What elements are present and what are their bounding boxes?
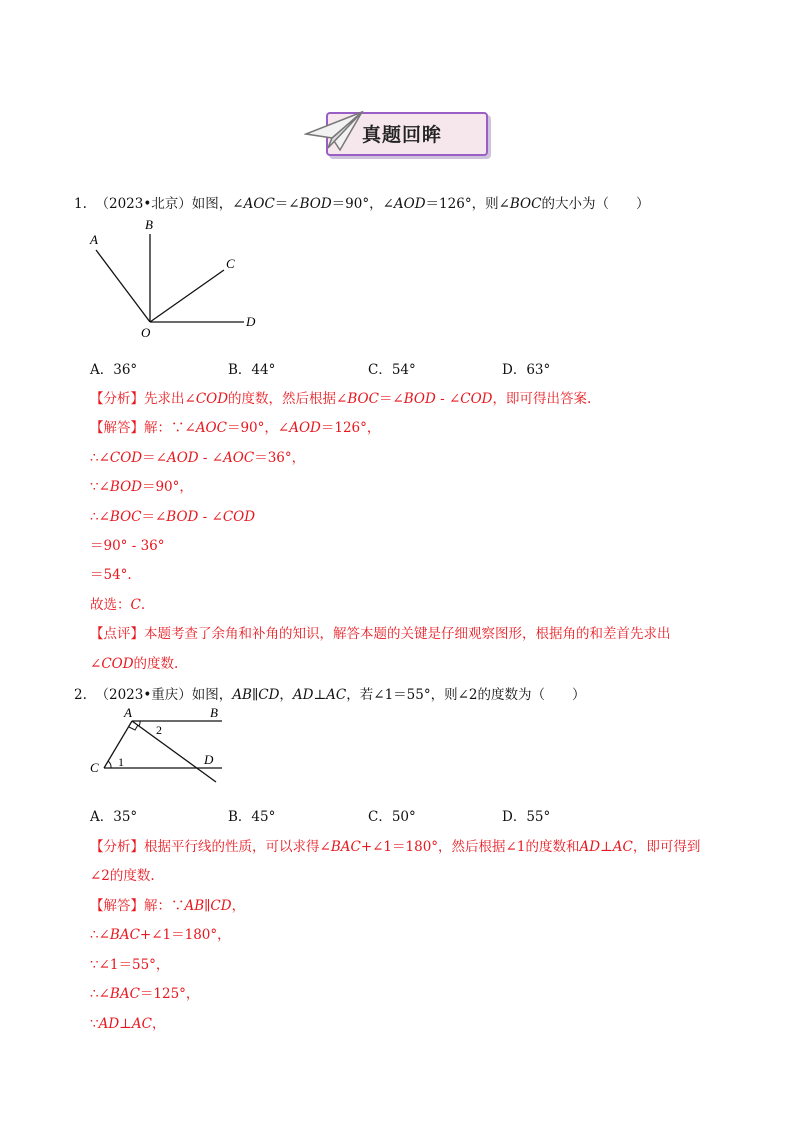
question-1: 1. （2023•北京）如图，∠AOC＝∠BOD＝90°，∠AOD＝126°，则∠BOC的大小为（ ）: [74, 196, 650, 212]
q1-label-c: C: [226, 256, 235, 271]
q1-solution-line-2: ∴∠COD＝∠AOD - ∠AOC＝36°，: [90, 450, 306, 466]
q1-figure: [84, 214, 274, 344]
q2-angle-2: 2: [156, 723, 162, 737]
q2-label-b: B: [210, 705, 218, 720]
q2-figure: [86, 704, 246, 786]
q2-solution-line-4: ∴∠BAC＝125°，: [90, 986, 200, 1002]
q2-angle-1: 1: [118, 755, 124, 769]
q2-option-b[interactable]: B．45°: [228, 809, 276, 825]
q2-option-a[interactable]: A．35°: [90, 809, 138, 825]
q1-solution-line-1: 【解答】解：∵∠AOC＝90°，∠AOD＝126°，: [90, 420, 381, 436]
q2-label-d: D: [204, 752, 214, 767]
q2-label-a: A: [124, 705, 132, 720]
q2-label-c: C: [90, 760, 99, 775]
question-2: 2. （2023•重庆）如图，AB∥CD，AD⊥AC，若∠1＝55°，则∠2的度数为（ ）: [74, 687, 586, 703]
q1-comment-line-2: ∠COD的度数.: [90, 656, 179, 672]
section-banner: [304, 108, 494, 158]
q1-solution-answer: 故选：C.: [90, 597, 146, 613]
q1-solution-line-3: ∵∠BOD＝90°，: [90, 479, 193, 495]
q1-option-a[interactable]: A．36°: [90, 362, 138, 378]
q2-solution-line-1: 【解答】解：∵AB∥CD，: [90, 898, 246, 914]
q1-label-a: A: [90, 232, 98, 247]
q1-analysis: 【分析】先求出∠COD的度数，然后根据∠BOC＝∠BOD - ∠COD，即可得出答案.: [90, 391, 592, 407]
banner-title: 真题回眸: [362, 124, 443, 146]
q2-analysis-line-1: 【分析】根据平行线的性质，可以求得∠BAC+∠1＝180°，然后根据∠1的度数和AD⊥AC，即可得到: [90, 839, 701, 855]
q1-comment-line-1: 【点评】本题考查了余角和补角的知识，解答本题的关键是仔细观察图形，根据角的和差首先求出: [90, 626, 671, 642]
q2-solution-line-3: ∵∠1＝55°，: [90, 957, 170, 973]
q1-option-d[interactable]: D．63°: [502, 362, 551, 378]
q2-solution-line-5: ∵AD⊥AC，: [90, 1016, 166, 1032]
q1-label-b: B: [145, 217, 153, 232]
q1-option-c[interactable]: C．54°: [368, 362, 416, 378]
q1-solution-line-6: ＝54°.: [90, 567, 132, 583]
q2-option-d[interactable]: D．55°: [502, 809, 551, 825]
q1-label-o: O: [141, 325, 151, 340]
q2-option-c[interactable]: C．50°: [368, 809, 416, 825]
q1-solution-line-4: ∴∠BOC＝∠BOD - ∠COD: [90, 509, 256, 525]
q1-option-b[interactable]: B．44°: [228, 362, 276, 378]
q1-label-d: D: [246, 314, 256, 329]
q2-analysis-line-2: ∠2的度数.: [90, 868, 155, 884]
q2-solution-line-2: ∴∠BAC+∠1＝180°，: [90, 927, 231, 943]
q1-solution-line-5: ＝90° - 36°: [90, 538, 165, 554]
